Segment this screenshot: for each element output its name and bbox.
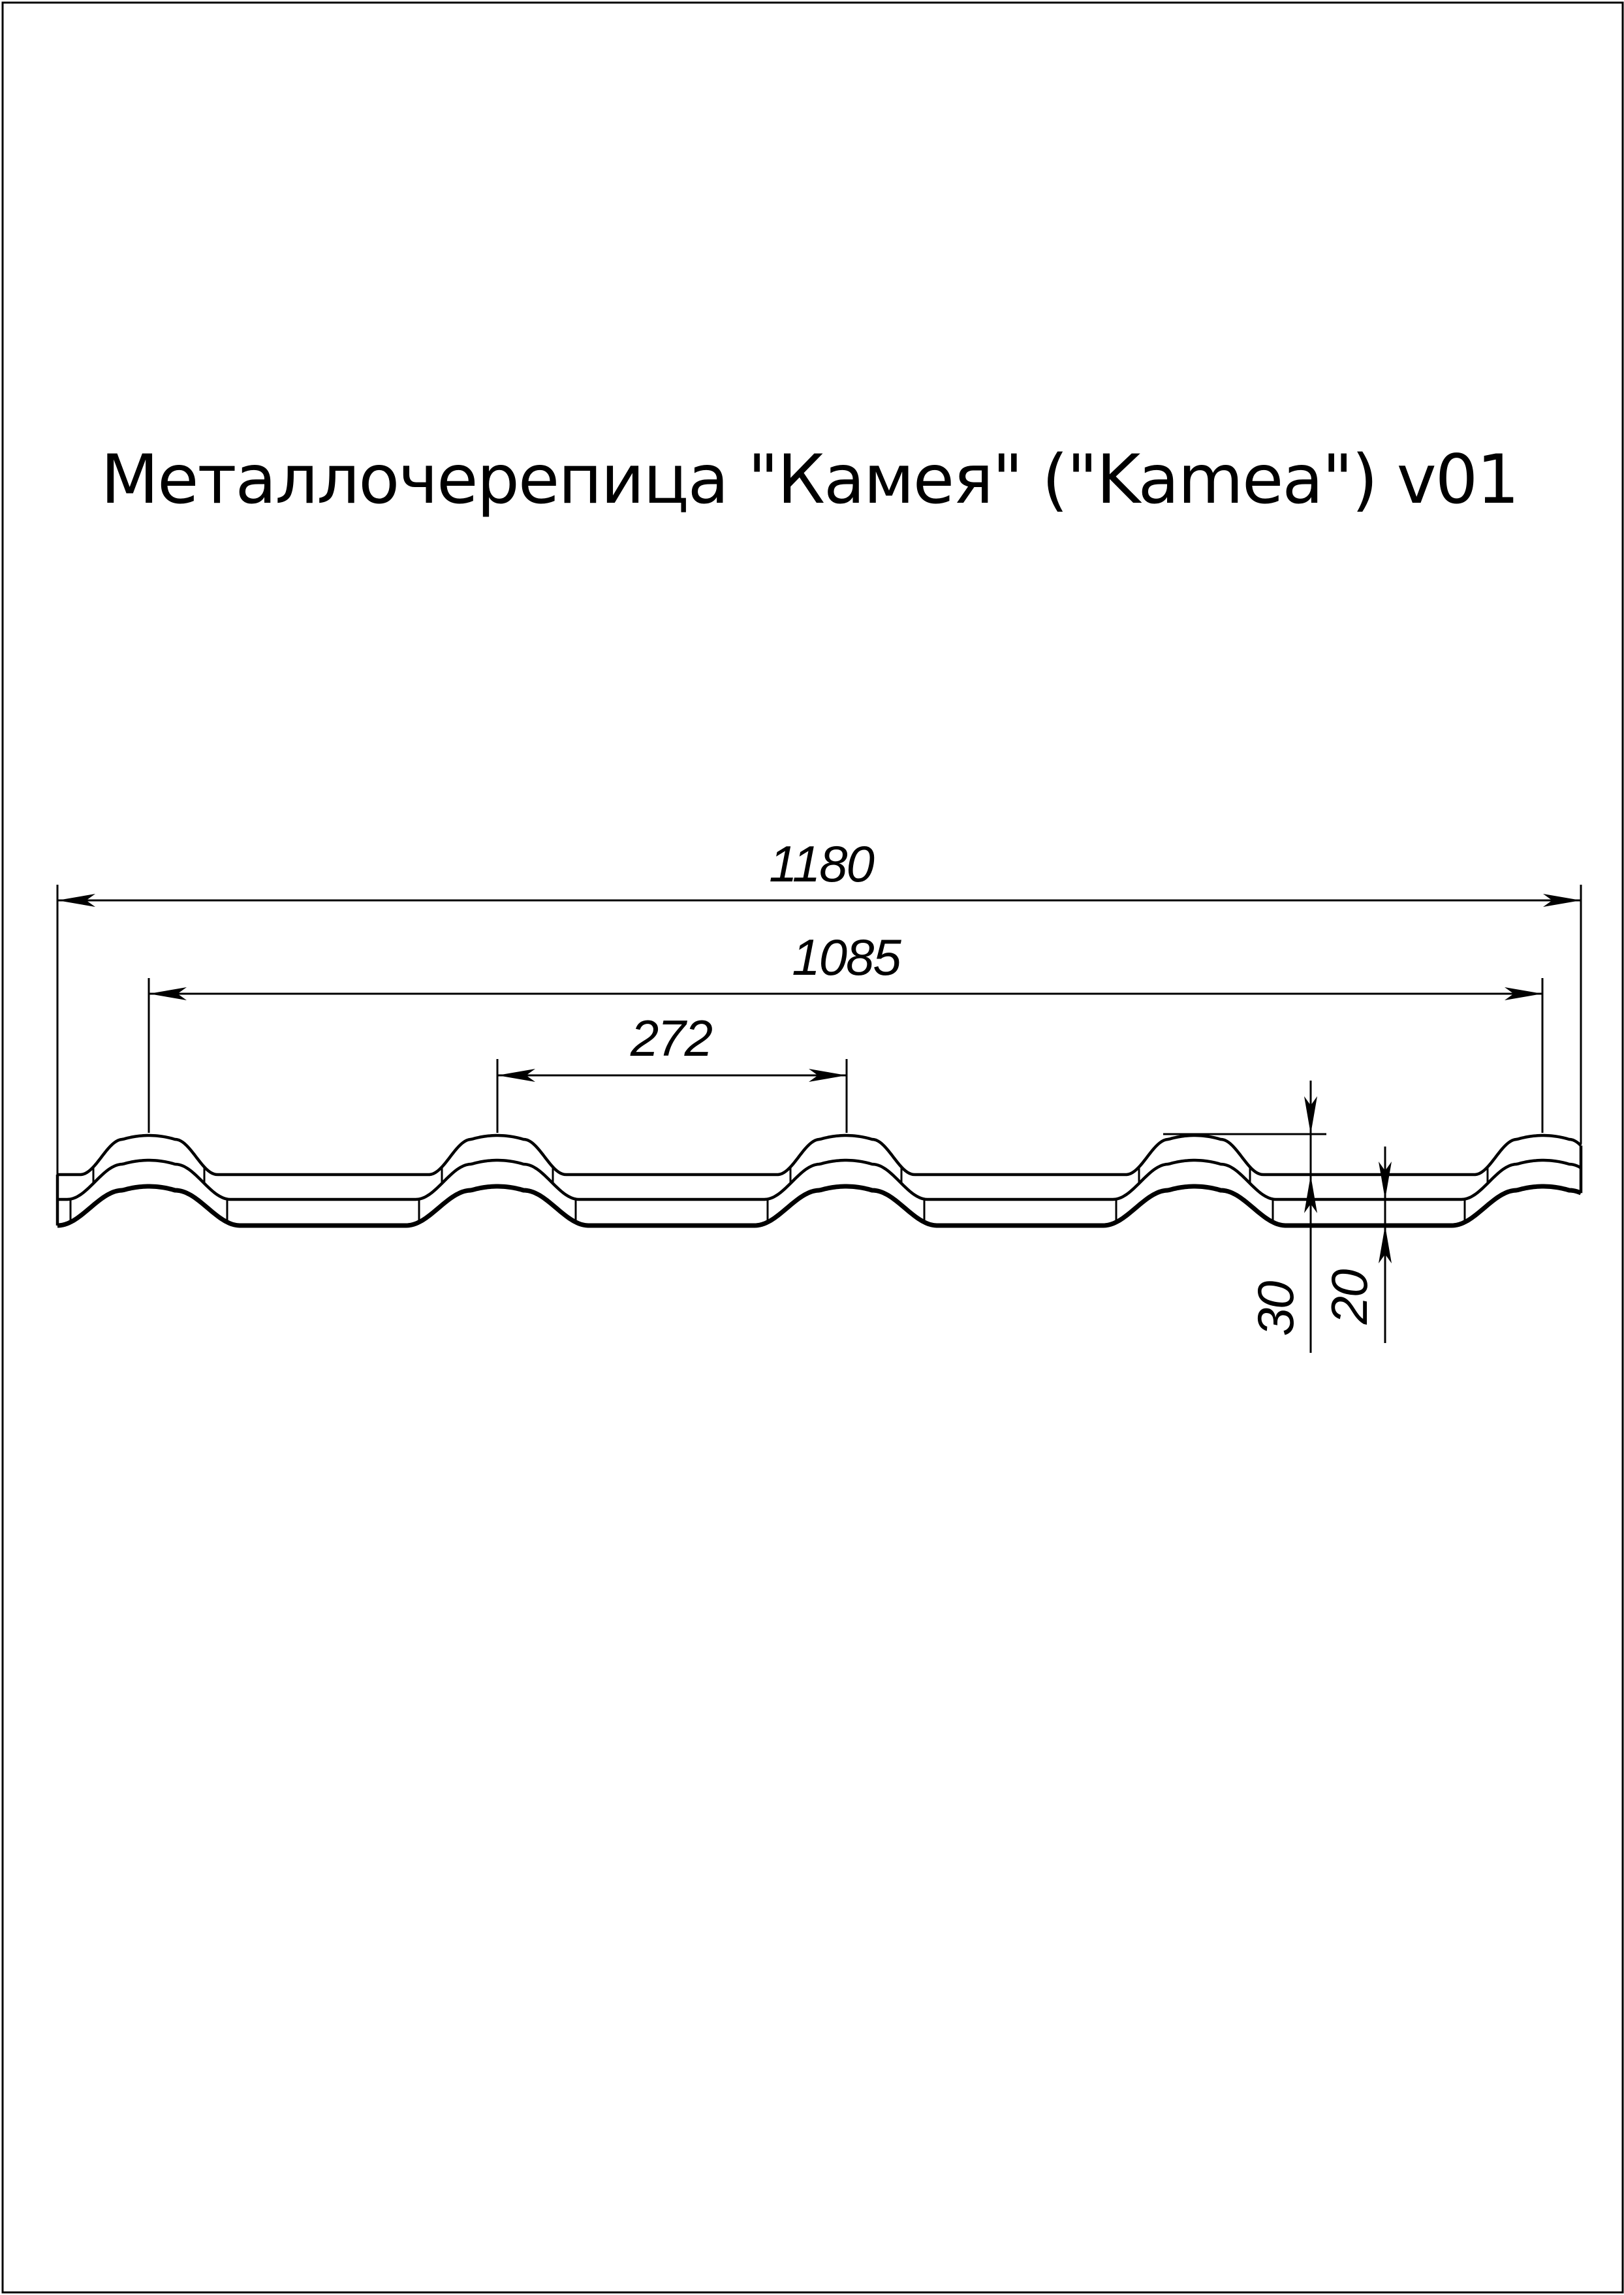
tile-profile: [57, 1135, 1581, 1226]
dim-wave-height-label: 30: [1247, 1282, 1304, 1337]
profile-top-edge: [57, 1135, 1581, 1175]
dim-wave-pitch-label: 272: [630, 1009, 712, 1067]
dim-working-width-label: 1085: [792, 928, 900, 986]
profile-bottom-edge: [57, 1186, 1581, 1226]
profile-step-edge: [57, 1160, 1581, 1199]
dim-step-height-label: 20: [1320, 1270, 1378, 1325]
dim-overall-width-label: 1180: [769, 835, 873, 893]
page-title: Металлочерепица "Камея" ("Kamea") v01: [101, 441, 1518, 519]
page-border: [3, 3, 1623, 2292]
